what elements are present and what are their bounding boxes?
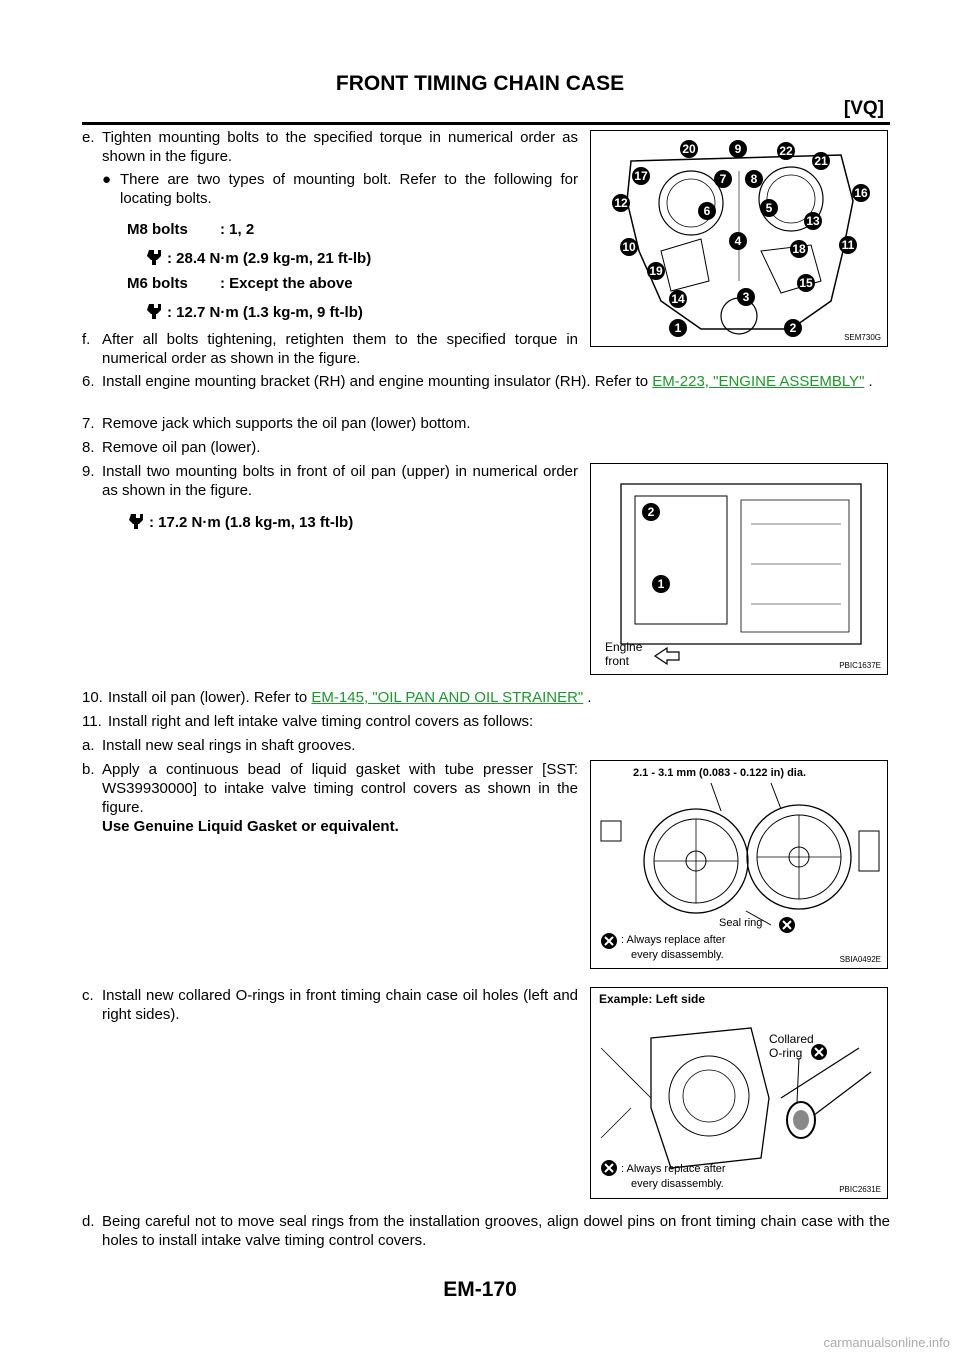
step-text: Being careful not to move seal rings from the installation grooves, align dowel pins on front timing chain case with the holes to install intake valve timing control covers.	[102, 1213, 890, 1249]
figure-oil-pan	[590, 463, 888, 675]
step-9	[82, 462, 578, 500]
svg-text:22: 22	[779, 144, 793, 158]
svg-text:3: 3	[742, 290, 750, 304]
torque-wrench-icon	[145, 248, 163, 266]
svg-text:11: 11	[841, 238, 855, 252]
svg-text:1: 1	[674, 321, 682, 335]
figure-code: PBIC1637E	[839, 661, 881, 670]
svg-text:5: 5	[765, 201, 773, 215]
page-title: FRONT TIMING CHAIN CASE	[335, 72, 625, 95]
replace-note-1: : Always replace after	[621, 1163, 726, 1175]
engine-front-label-1: Engine	[605, 640, 643, 654]
spec-m6	[127, 274, 353, 293]
figure-code: SEM730G	[844, 333, 881, 342]
step-text: Install oil pan (lower). Refer to	[108, 689, 312, 706]
step-text: Tighten mounting bolts to the specified torque in numerical order as shown in the figure.	[102, 129, 578, 165]
header-rule	[82, 122, 890, 125]
section-tag: [VQ]	[843, 98, 884, 119]
step-text: Install two mounting bolts in front of oil pan (upper) in numerical order as shown in the figure.	[102, 463, 578, 499]
page-number: EM-170	[443, 1278, 517, 1301]
step-label: e.	[82, 129, 95, 146]
step-label: f.	[82, 331, 91, 348]
step-f	[82, 330, 578, 368]
svg-text:18: 18	[792, 242, 806, 256]
spec-m8-value: : 1, 2	[220, 221, 255, 238]
replace-note-2: every disassembly.	[631, 1178, 724, 1190]
svg-text:4: 4	[734, 234, 742, 248]
spec-m8	[127, 220, 255, 239]
bolt-number-markers	[612, 140, 870, 337]
svg-text:19: 19	[649, 264, 663, 278]
step-text: Apply a continuous bead of liquid gasket with tube presser [SST: WS39930000] to intake valve timing control covers as shown in the figure.	[102, 761, 578, 816]
collared-label-1: Collared	[769, 1032, 814, 1046]
torque-wrench-icon	[127, 512, 145, 530]
torque-wrench-icon	[145, 302, 163, 320]
step-tail: .	[583, 689, 592, 706]
step-6	[82, 372, 890, 391]
spec-m8-torque	[145, 248, 371, 268]
figure-liquid-gasket	[590, 760, 888, 969]
svg-text:14: 14	[671, 292, 685, 306]
step-label: 7.	[82, 415, 95, 432]
step-7	[82, 414, 578, 433]
step-text: After all bolts tightening, retighten them to the specified torque in numerical order as shown in the figure.	[102, 331, 578, 367]
step-d	[82, 1212, 890, 1250]
figure-code: PBIC2631E	[839, 1185, 881, 1194]
engine-front-label-2: front	[605, 654, 630, 668]
figure-code: SBIA0492E	[839, 955, 881, 964]
svg-text:15: 15	[799, 276, 813, 290]
step-tail: .	[864, 373, 873, 390]
svg-text:12: 12	[614, 196, 628, 210]
svg-text:10: 10	[622, 240, 636, 254]
seal-ring-label: Seal ring	[719, 917, 763, 929]
example-label: Example: Left side	[599, 992, 706, 1006]
step-text: Install engine mounting bracket (RH) and engine mounting insulator (RH). Refer to	[102, 373, 653, 390]
step-label: 10.	[82, 689, 103, 706]
svg-text:20: 20	[682, 142, 696, 156]
figure-collared-oring	[590, 987, 888, 1199]
svg-text:16: 16	[854, 186, 868, 200]
ref-link-engine-assembly[interactable]: EM-223, "ENGINE ASSEMBLY"	[652, 373, 865, 390]
ref-link-oil-pan[interactable]: EM-145, "OIL PAN AND OIL STRAINER"	[311, 689, 584, 706]
step-text: Install new seal rings in shaft grooves.	[102, 737, 356, 754]
step-label: c.	[82, 987, 94, 1004]
step-text: Install new collared O-rings in front timing chain case oil holes (left and right sides).	[102, 987, 578, 1023]
replace-note-2: every disassembly.	[631, 949, 724, 961]
svg-text:2: 2	[789, 321, 797, 335]
bullet-item	[102, 170, 578, 208]
step-8	[82, 438, 578, 457]
step-e	[82, 128, 578, 166]
step-a	[82, 736, 578, 755]
spec-m6-torque-text: : 12.7 N·m (1.3 kg-m, 9 ft-lb)	[167, 304, 363, 321]
svg-text:17: 17	[634, 169, 648, 183]
collared-label-2: O-ring	[769, 1046, 803, 1060]
step-text: Install right and left intake valve timing control covers as follows:	[108, 713, 534, 730]
step-label: 8.	[82, 439, 95, 456]
spec-oil-pan-torque	[127, 512, 353, 532]
svg-text:21: 21	[814, 154, 828, 168]
step-label: a.	[82, 737, 95, 754]
svg-text:13: 13	[806, 214, 820, 228]
svg-text:2: 2	[647, 505, 655, 519]
step-10	[82, 688, 890, 707]
step-label: d.	[82, 1213, 95, 1230]
watermark: carmanualsonline.info	[823, 1335, 950, 1350]
step-label: 6.	[82, 373, 95, 390]
figure-bolt-sequence	[590, 130, 888, 347]
spec-oil-pan-text: : 17.2 N·m (1.8 kg-m, 13 ft-lb)	[149, 514, 354, 531]
step-b	[82, 760, 578, 836]
svg-text:1: 1	[657, 577, 665, 591]
step-11	[82, 712, 890, 731]
step-c	[82, 986, 578, 1024]
bullet-icon: ●	[102, 171, 112, 188]
step-text: Remove oil pan (lower).	[102, 439, 261, 456]
svg-text:7: 7	[719, 172, 727, 186]
timing-chain-case-diagram	[591, 131, 887, 346]
gasket-dimension: 2.1 - 3.1 mm (0.083 - 0.122 in) dia.	[633, 767, 807, 779]
step-label: 11.	[82, 713, 102, 730]
spec-m6-value: : Except the above	[220, 275, 353, 292]
bullet-text: There are two types of mounting bolt. Refer to the following for locating bolts.	[120, 171, 578, 207]
step-label: 9.	[82, 463, 95, 480]
svg-text:6: 6	[703, 204, 711, 218]
svg-text:9: 9	[734, 142, 742, 156]
spec-m8-label: M8 bolts	[127, 221, 188, 238]
spec-m8-torque-text: : 28.4 N·m (2.9 kg-m, 21 ft-lb)	[167, 250, 372, 267]
step-label: b.	[82, 761, 95, 778]
step-text: Remove jack which supports the oil pan (lower) bottom.	[102, 415, 471, 432]
spec-m6-torque	[145, 302, 363, 322]
spec-m6-label: M6 bolts	[127, 275, 188, 292]
svg-text:8: 8	[750, 172, 758, 186]
step-note: Use Genuine Liquid Gasket or equivalent.	[102, 818, 399, 835]
replace-note-1: : Always replace after	[621, 934, 726, 946]
